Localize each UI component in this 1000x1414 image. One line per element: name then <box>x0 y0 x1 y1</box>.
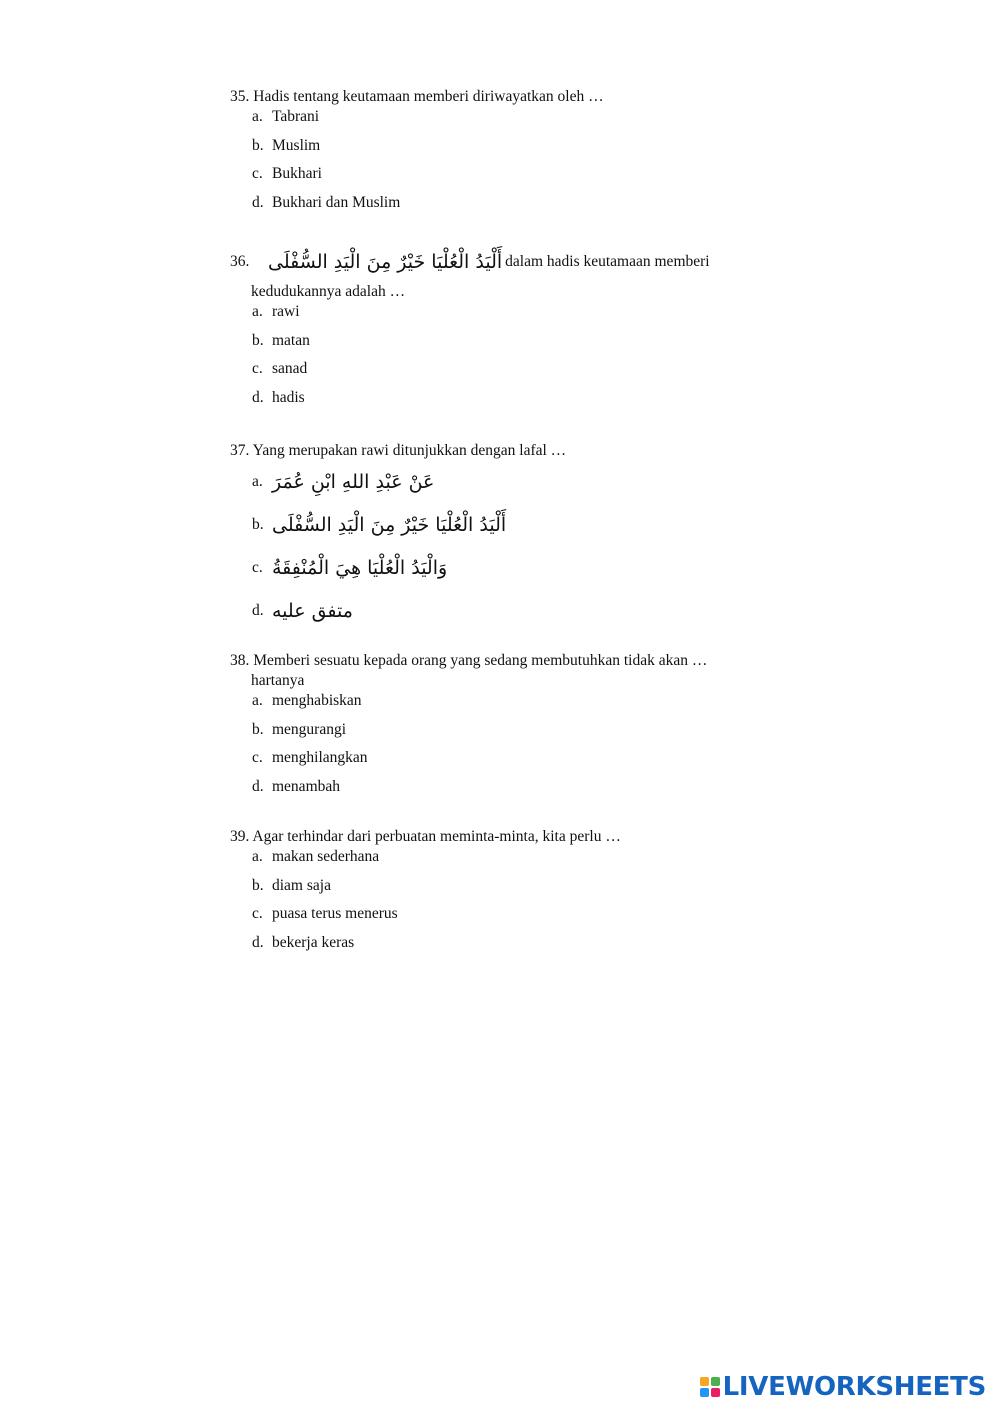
option-a[interactable]: a. makan sederhana <box>252 848 380 865</box>
options-list <box>230 302 790 417</box>
option-a[interactable]: a. عَنْ عَبْدِ اللهِ ابْنِ عُمَرَ <box>252 470 435 493</box>
option-c[interactable]: c. وَالْيَدُ الْعُلْيَا هِيَ الْمُنْفِقَةُ <box>252 556 448 579</box>
option-b[interactable]: b. diam saja <box>252 876 331 894</box>
option-c[interactable]: c. puasa terus menerus <box>252 905 398 923</box>
option-d[interactable]: d. متفق عليه <box>252 599 353 622</box>
logo-square <box>711 1388 720 1397</box>
option-d[interactable]: d. bekerja keras <box>252 934 355 952</box>
options-list <box>230 691 790 806</box>
question-39 <box>230 827 790 962</box>
options-list <box>230 107 790 222</box>
options-list <box>230 847 790 962</box>
question-text: 38. Memberi sesuatu kepada orang yang sedang membutuhkan tidak akan … <box>230 652 708 669</box>
question-text: 39. Agar terhindar dari perbuatan meminta-minta, kita perlu … <box>230 828 621 845</box>
question-text-after: dalam hadis keutamaan memberi <box>505 253 710 270</box>
logo-square <box>711 1377 720 1386</box>
question-35 <box>230 87 790 222</box>
option-d[interactable]: d. menambah <box>252 778 341 796</box>
option-b[interactable]: b. matan <box>252 331 310 349</box>
question-36 <box>230 246 790 417</box>
question-37 <box>230 441 790 632</box>
option-c[interactable]: c. menghilangkan <box>252 749 368 767</box>
logo-square <box>700 1377 709 1386</box>
option-d[interactable]: d. hadis <box>252 389 305 407</box>
liveworksheets-logo <box>700 1372 986 1402</box>
question-text-continued: hartanya <box>251 672 305 689</box>
logo-text: LIVEWORKSHEETS <box>722 1372 986 1402</box>
question-text: 35. Hadis tentang keutamaan memberi diriwayatkan oleh … <box>230 88 604 105</box>
option-d[interactable]: d. Bukhari dan Muslim <box>252 194 401 212</box>
question-number: 36. <box>230 253 250 270</box>
question-text: 37. Yang merupakan rawi ditunjukkan dengan lafal … <box>230 442 567 459</box>
option-a[interactable]: a. menghabiskan <box>252 692 362 709</box>
option-b[interactable]: b. Muslim <box>252 136 321 154</box>
question-text <box>230 246 790 278</box>
liveworksheets-logo-icon <box>700 1377 720 1397</box>
option-b[interactable]: b. mengurangi <box>252 720 347 738</box>
question-text-continued: kedudukannya adalah … <box>251 283 406 300</box>
option-a[interactable]: a. rawi <box>252 303 300 320</box>
options-list <box>230 460 790 632</box>
option-c[interactable]: c. Bukhari <box>252 165 322 183</box>
option-a[interactable]: a. Tabrani <box>252 108 320 125</box>
option-c[interactable]: c. sanad <box>252 360 308 378</box>
question-38 <box>230 651 790 806</box>
option-b[interactable]: b. أَلْيَدُ الْعُلْيَا خَيْرٌ مِنَ الْيَدِ السُّفْلَى <box>252 513 507 536</box>
arabic-phrase: أَلْيَدُ الْعُلْيَا خَيْرٌ مِنَ الْيَدِ السُّفْلَى <box>268 251 503 273</box>
logo-square <box>700 1388 709 1397</box>
